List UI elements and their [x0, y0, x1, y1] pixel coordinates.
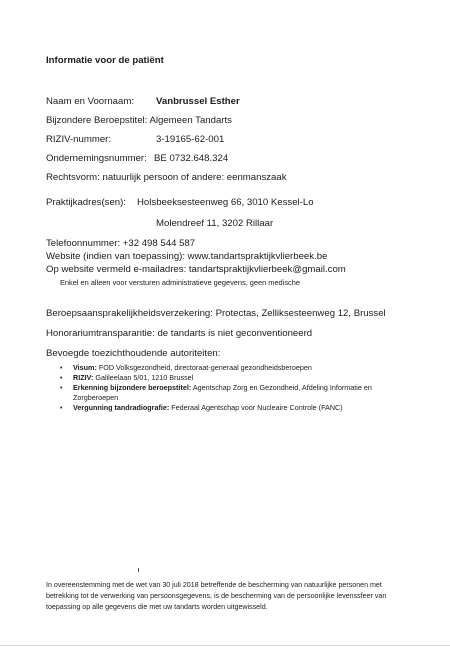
praktijk-address-2: Molendreef 11, 3202 Rillaar — [156, 218, 274, 229]
autoriteiten-heading: Bevoegde toezichthoudende autoriteiten: — [46, 348, 221, 359]
honorarium-line: Honorariumtransparantie: de tandarts is niet geconventioneerd — [46, 328, 313, 339]
riziv-label: RIZIV-nummer: — [46, 134, 112, 145]
bullet-icon: • — [60, 373, 63, 383]
name-label: Naam en Voornaam: — [46, 96, 134, 107]
page-edge — [0, 645, 450, 646]
autoriteit-text: Federaal Agentschap voor Nucleaire Controle (FANC) — [169, 402, 343, 412]
onderneming-value: BE 0732.648.324 — [154, 153, 229, 164]
autoriteit-label: Visum: — [73, 363, 97, 372]
list-item — [60, 403, 400, 413]
website-line: Website (indien van toepassing): www.tandartspraktijkvlierbeek.be — [46, 251, 328, 262]
stray-mark — [138, 568, 139, 572]
autoriteit-text: Galileelaan 5/01, 1210 Brussel — [93, 373, 194, 383]
riziv-value: 3-19165-62-001 — [156, 134, 225, 145]
telefoon-line: Telefoonnummer: +32 498 544 587 — [46, 238, 196, 249]
autoriteit-label: Vergunning tandradiografie: — [73, 402, 170, 412]
autoriteiten-list — [60, 363, 400, 413]
bullet-icon: • — [60, 383, 63, 393]
rechtsvorm-line: Rechtsvorm: natuurlijk persoon of andere: eenmanszaak — [46, 172, 287, 183]
list-item — [60, 363, 400, 373]
bullet-icon: • — [60, 402, 63, 412]
onderneming-label: Ondernemingsnummer: — [46, 153, 147, 164]
autoriteit-label: RIZIV: — [73, 373, 94, 383]
bullet-icon: • — [60, 363, 63, 372]
autoriteit-text: FOD Volksgezondheid, directoraat-generaal gezondheidsberoepen — [96, 363, 312, 372]
page-title: Informatie voor de patiënt — [46, 55, 164, 66]
list-item — [60, 383, 400, 402]
praktijk-label: Praktijkadres(sen): — [46, 197, 126, 208]
praktijk-address-1: Holsbeeksesteenweg 66, 3010 Kessel-Lo — [137, 197, 314, 208]
list-item — [60, 373, 400, 383]
email-line: Op website vermeld e-mailadres: tandartspraktijkvlierbeek@gmail.com — [46, 264, 346, 275]
autoriteit-text: Agentschap Zorg en Gezondheid, Afdeling Informatie en Zorgberoepen — [73, 383, 372, 402]
name-value: Vanbrussel Esther — [156, 96, 240, 107]
autoriteit-label: Erkenning bijzondere beroepstitel: — [73, 383, 192, 393]
footer-disclaimer: In overeenstemming met de wet van 30 juli 2018 betreffende de bescherming van natuurlijke personen met betrekking tot de verwerking van persoonsgegevens, is de bescherming van de persoonlijke levenssfeer van toepassing op alle gegevens die met uw tandarts worden uitgewisseld. — [46, 581, 387, 612]
verzekering-line: Beroepsaansprakelijkheidsverzekering: Protectas, Zelliksesteenweg 12, Brussel — [46, 308, 386, 319]
email-note: Enkel en alleen voor versturen administratieve gegevens, geen medische — [60, 278, 300, 287]
beroepstitel-line: Bijzondere Beroepstitel: Algemeen Tandarts — [46, 115, 232, 126]
